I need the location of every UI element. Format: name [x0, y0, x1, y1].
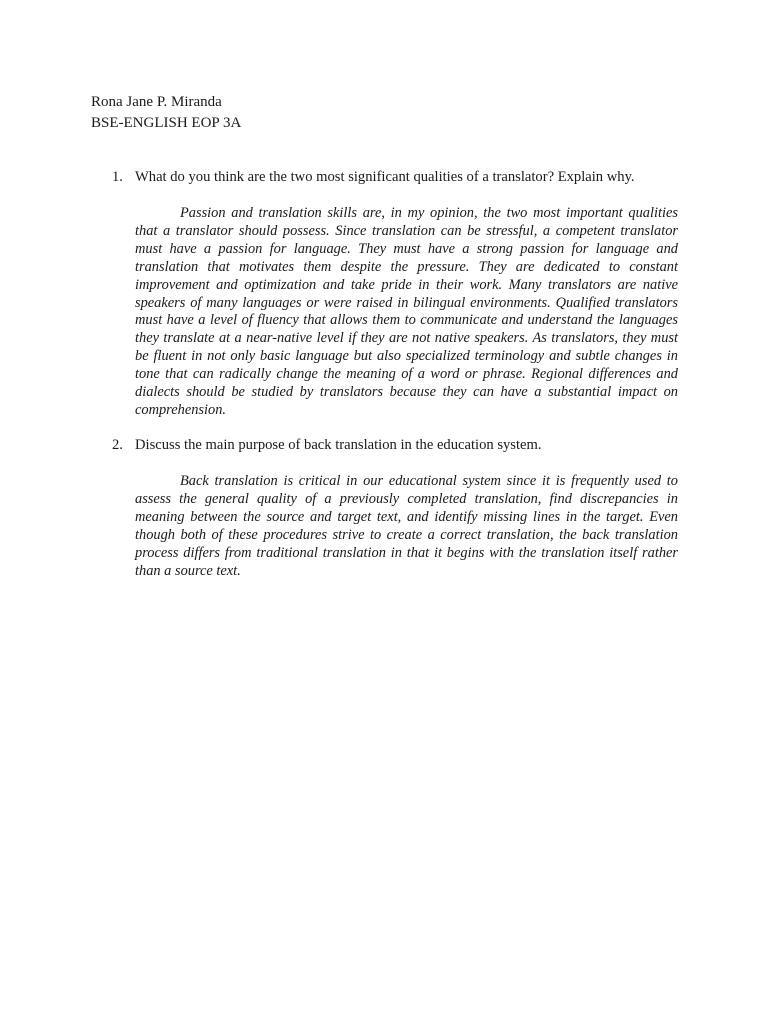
- answer-paragraph: Passion and translation skills are, in my opinion, the two most important qualities that a translator should possess. Since translation can be stressful, a competent translator must have a passion for language. They must have a strong passion for language and translation that motivates them despite the pressure. They are dedicated to constant improvement and optimization and take pride in their work. Many translators are native speakers of many languages or were raised in bilingual environments. Qualified translators must have a level of fluency that allows them to communicate and understand the languages they translate at a near-native level if they are not native speakers. As translators, they must be fluent in not only basic language but also specialized terminology and subtle changes in tone that can radically change the meaning of a word or phrase. Regional differences and dialects should be studied by translators because they can have a substantial impact on comprehension.: [135, 205, 678, 418]
- question-number: 1.: [112, 169, 123, 185]
- answer-paragraph: Back translation is critical in our educational system since it is frequently used to assess the general quality of a previously completed translation, find discrepancies in meaning between the source and target text, and identify missing lines in the target. Even though both of these procedures strive to create a correct translation, the back translation process differs from traditional translation in that it begins with the translation itself rather than a source text.: [135, 473, 678, 579]
- question-item: [112, 168, 682, 186]
- student-section: BSE-ENGLISH EOP 3A: [91, 115, 242, 131]
- question-text: What do you think are the two most significant qualities of a translator? Explain why.: [135, 169, 635, 185]
- document-header: [91, 92, 241, 134]
- question-text: Discuss the main purpose of back translation in the education system.: [135, 437, 542, 453]
- student-name: Rona Jane P. Miranda: [91, 94, 222, 110]
- question-number: 2.: [112, 437, 123, 453]
- question-item: [112, 436, 682, 454]
